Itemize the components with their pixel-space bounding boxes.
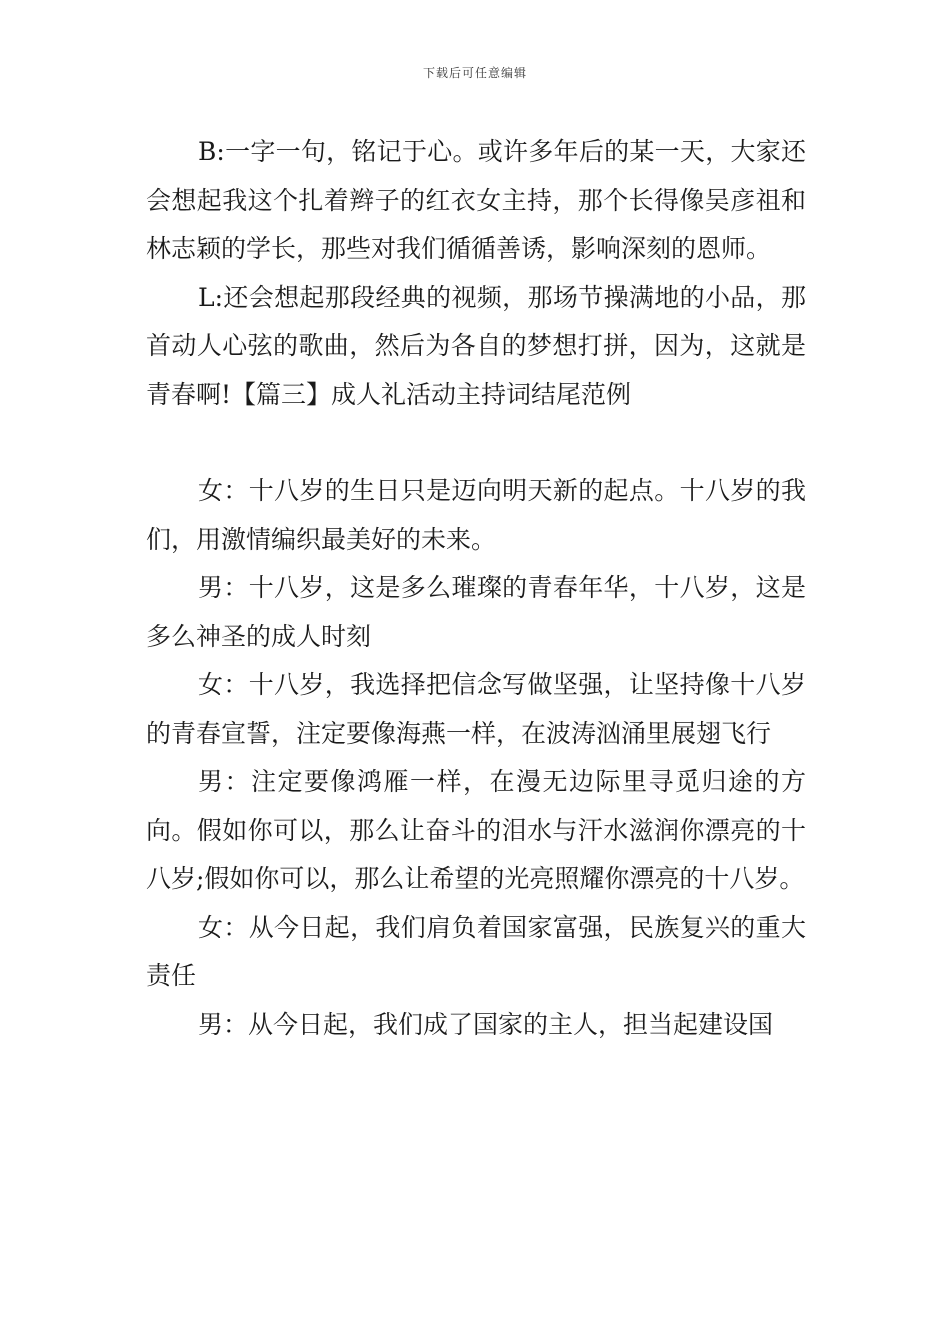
paragraph-female-1: 女：十八岁的生日只是迈向明天新的起点。十八岁的我们，用激情编织最美好的未来。 [146,476,806,554]
paragraph-female-3: 女：从今日起，我们肩负着国家富强，民族复兴的重大责任 [146,912,806,990]
paragraph-male-1: 男：十八岁，这是多么璀璨的青春年华，十八岁，这是多么神圣的成人时刻 [146,573,806,651]
paragraph-l-speaker: L:还会想起那段经典的视频，那场节操满地的小品，那首动人心弦的歌曲，然后为各自的梦想打拼，因为，这就是青春啊!【篇三】成人礼活动主持词结尾范例 [146,282,806,409]
page-header: 下载后可任意编辑 [422,66,527,80]
paragraph-b-speaker: B:一字一句，铭记于心。或许多年后的某一天，大家还会想起我这个扎着辫子的红衣女主持，那个长得像吴彦祖和林志颖的学长，那些对我们循循善诱，影响深刻的恩师。 [146,137,806,263]
paragraph-male-2: 男：注定要像鸿雁一样，在漫无边际里寻觅归途的方向。假如你可以，那么让奋斗的泪水与汗水滋润你漂亮的十八岁;假如你可以，那么让希望的光亮照耀你漂亮的十八岁。 [146,767,806,893]
paragraph-female-2: 女：十八岁，我选择把信念写做坚强，让坚持像十八岁的青春宣誓，注定要像海燕一样，在波涛汹涌里展翅飞行 [146,670,806,748]
blank-line [146,419,806,467]
paragraph-male-3: 男：从今日起，我们成了国家的主人，担当起建设国 [198,1009,774,1039]
document-body [146,128,806,1049]
